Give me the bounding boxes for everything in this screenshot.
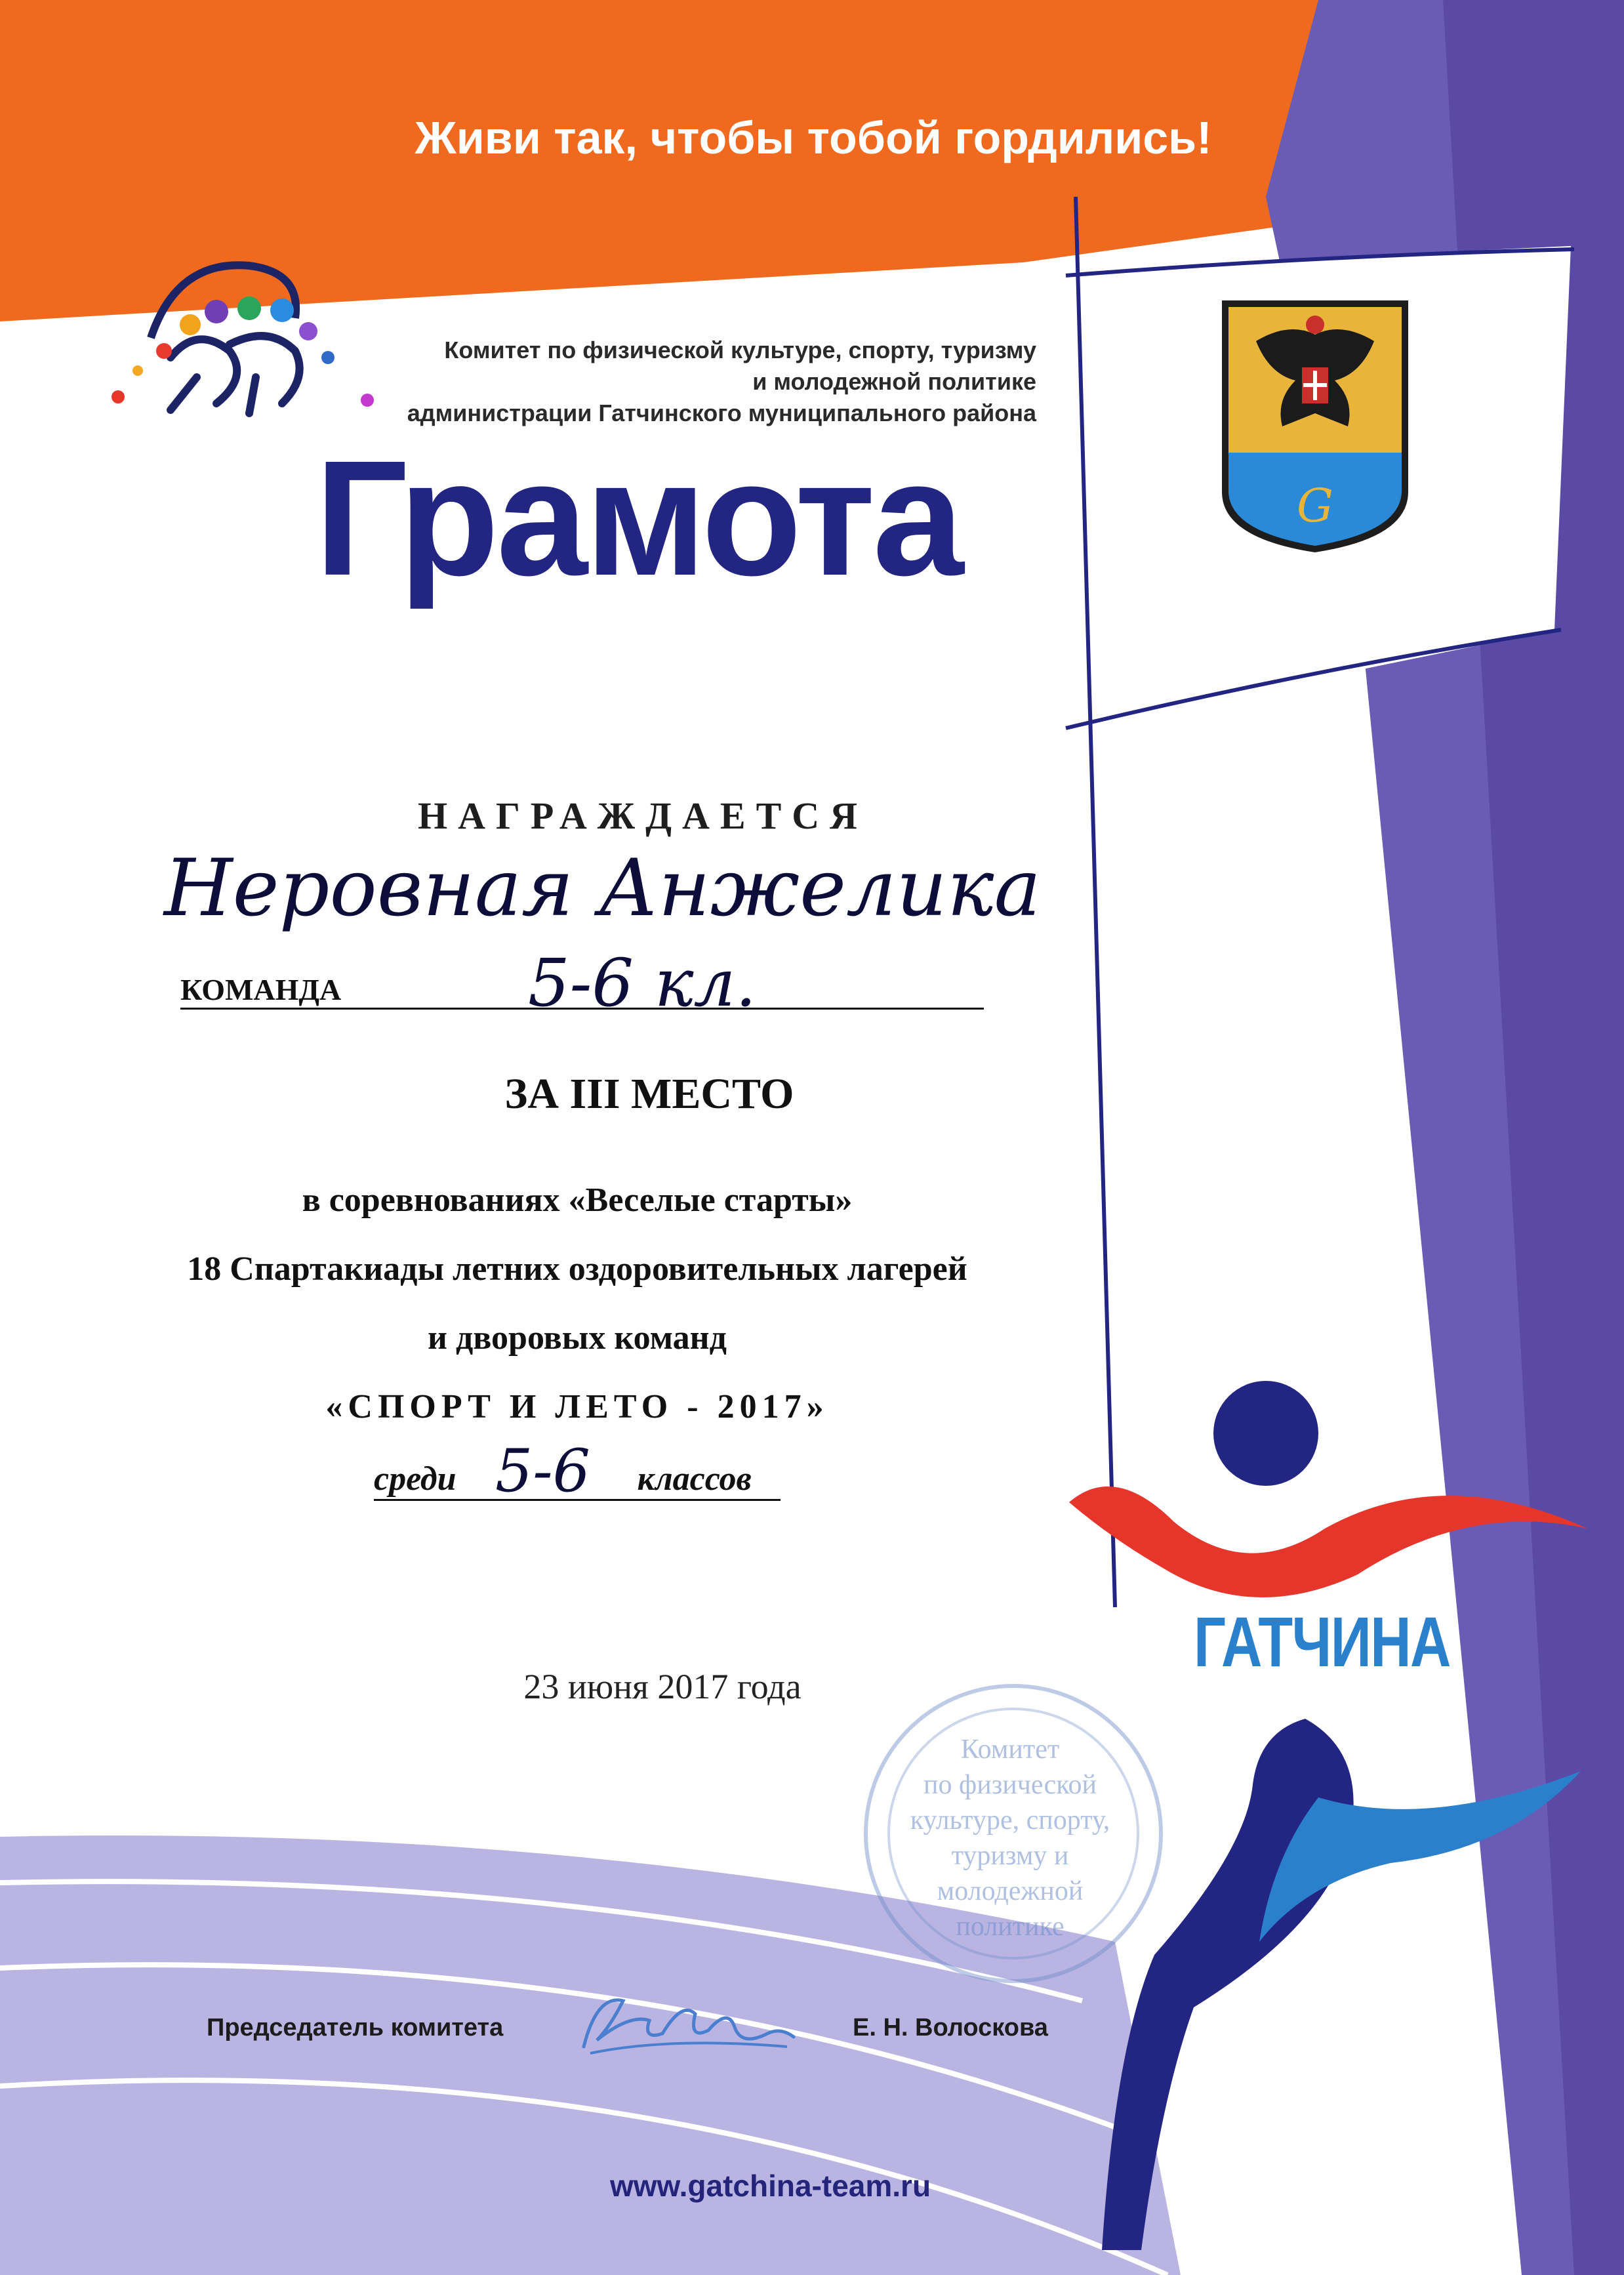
runner-head: [1213, 1381, 1318, 1486]
team-label: КОМАНДА: [180, 973, 342, 1006]
among-suffix: классов: [637, 1460, 752, 1498]
place-label: ЗА III МЕСТО: [504, 1070, 794, 1118]
awarded-label: НАГРАЖДАЕТСЯ: [417, 794, 868, 837]
among-prefix: среди: [374, 1460, 457, 1498]
slogan: Живи так, чтобы тобой гордились!: [415, 112, 1212, 163]
committee-line-1: Комитет по физической культуре, спорту, туризму: [444, 337, 1036, 363]
chairman-label: Председатель комитета: [207, 2014, 504, 2041]
competition-line-2: 18 Спартакиады летних оздоровительных лагерей: [187, 1250, 967, 1288]
stamp-line: культуре, спорту,: [910, 1805, 1110, 1835]
website-link[interactable]: www.gatchina-team.ru: [610, 2169, 931, 2203]
competition-line-4: «СПОРТ И ЛЕТО - 2017»: [325, 1388, 829, 1425]
stamp-line: туризму и: [951, 1841, 1069, 1871]
stamp-text: [899, 1732, 1122, 1944]
committee-line-2: и молодежной политике: [752, 368, 1036, 395]
competition-line-1: в соревнованиях «Веселые старты»: [302, 1181, 853, 1219]
stamp-line: молодежной: [937, 1876, 1084, 1906]
competition-line-3: и дворовых команд: [428, 1319, 727, 1357]
committee-name: [367, 335, 1036, 429]
among-value: 5-6: [495, 1437, 590, 1506]
committee-line-3: администрации Гатчинского муниципального района: [407, 400, 1036, 426]
city-logo-text: ГАТЧИНА: [1194, 1602, 1450, 1681]
certificate-title: Грамота: [315, 426, 962, 609]
award-date: 23 июня 2017 года: [523, 1667, 802, 1706]
stamp-line: Комитет: [960, 1734, 1060, 1765]
chairman-name: Е. Н. Волоскова: [853, 2014, 1048, 2041]
stamp-line: по физической: [924, 1770, 1097, 1800]
recipient-name: Неровная Анжелика: [164, 843, 1041, 934]
signature-icon: [571, 1975, 807, 2066]
runners-logo-icon: [98, 246, 387, 423]
svg-text:G: G: [1297, 479, 1333, 533]
gatchina-coat-of-arms-icon: [1217, 295, 1413, 558]
team-value: 5-6 кл.: [528, 945, 756, 1021]
stamp-line: политике: [956, 1912, 1065, 1942]
